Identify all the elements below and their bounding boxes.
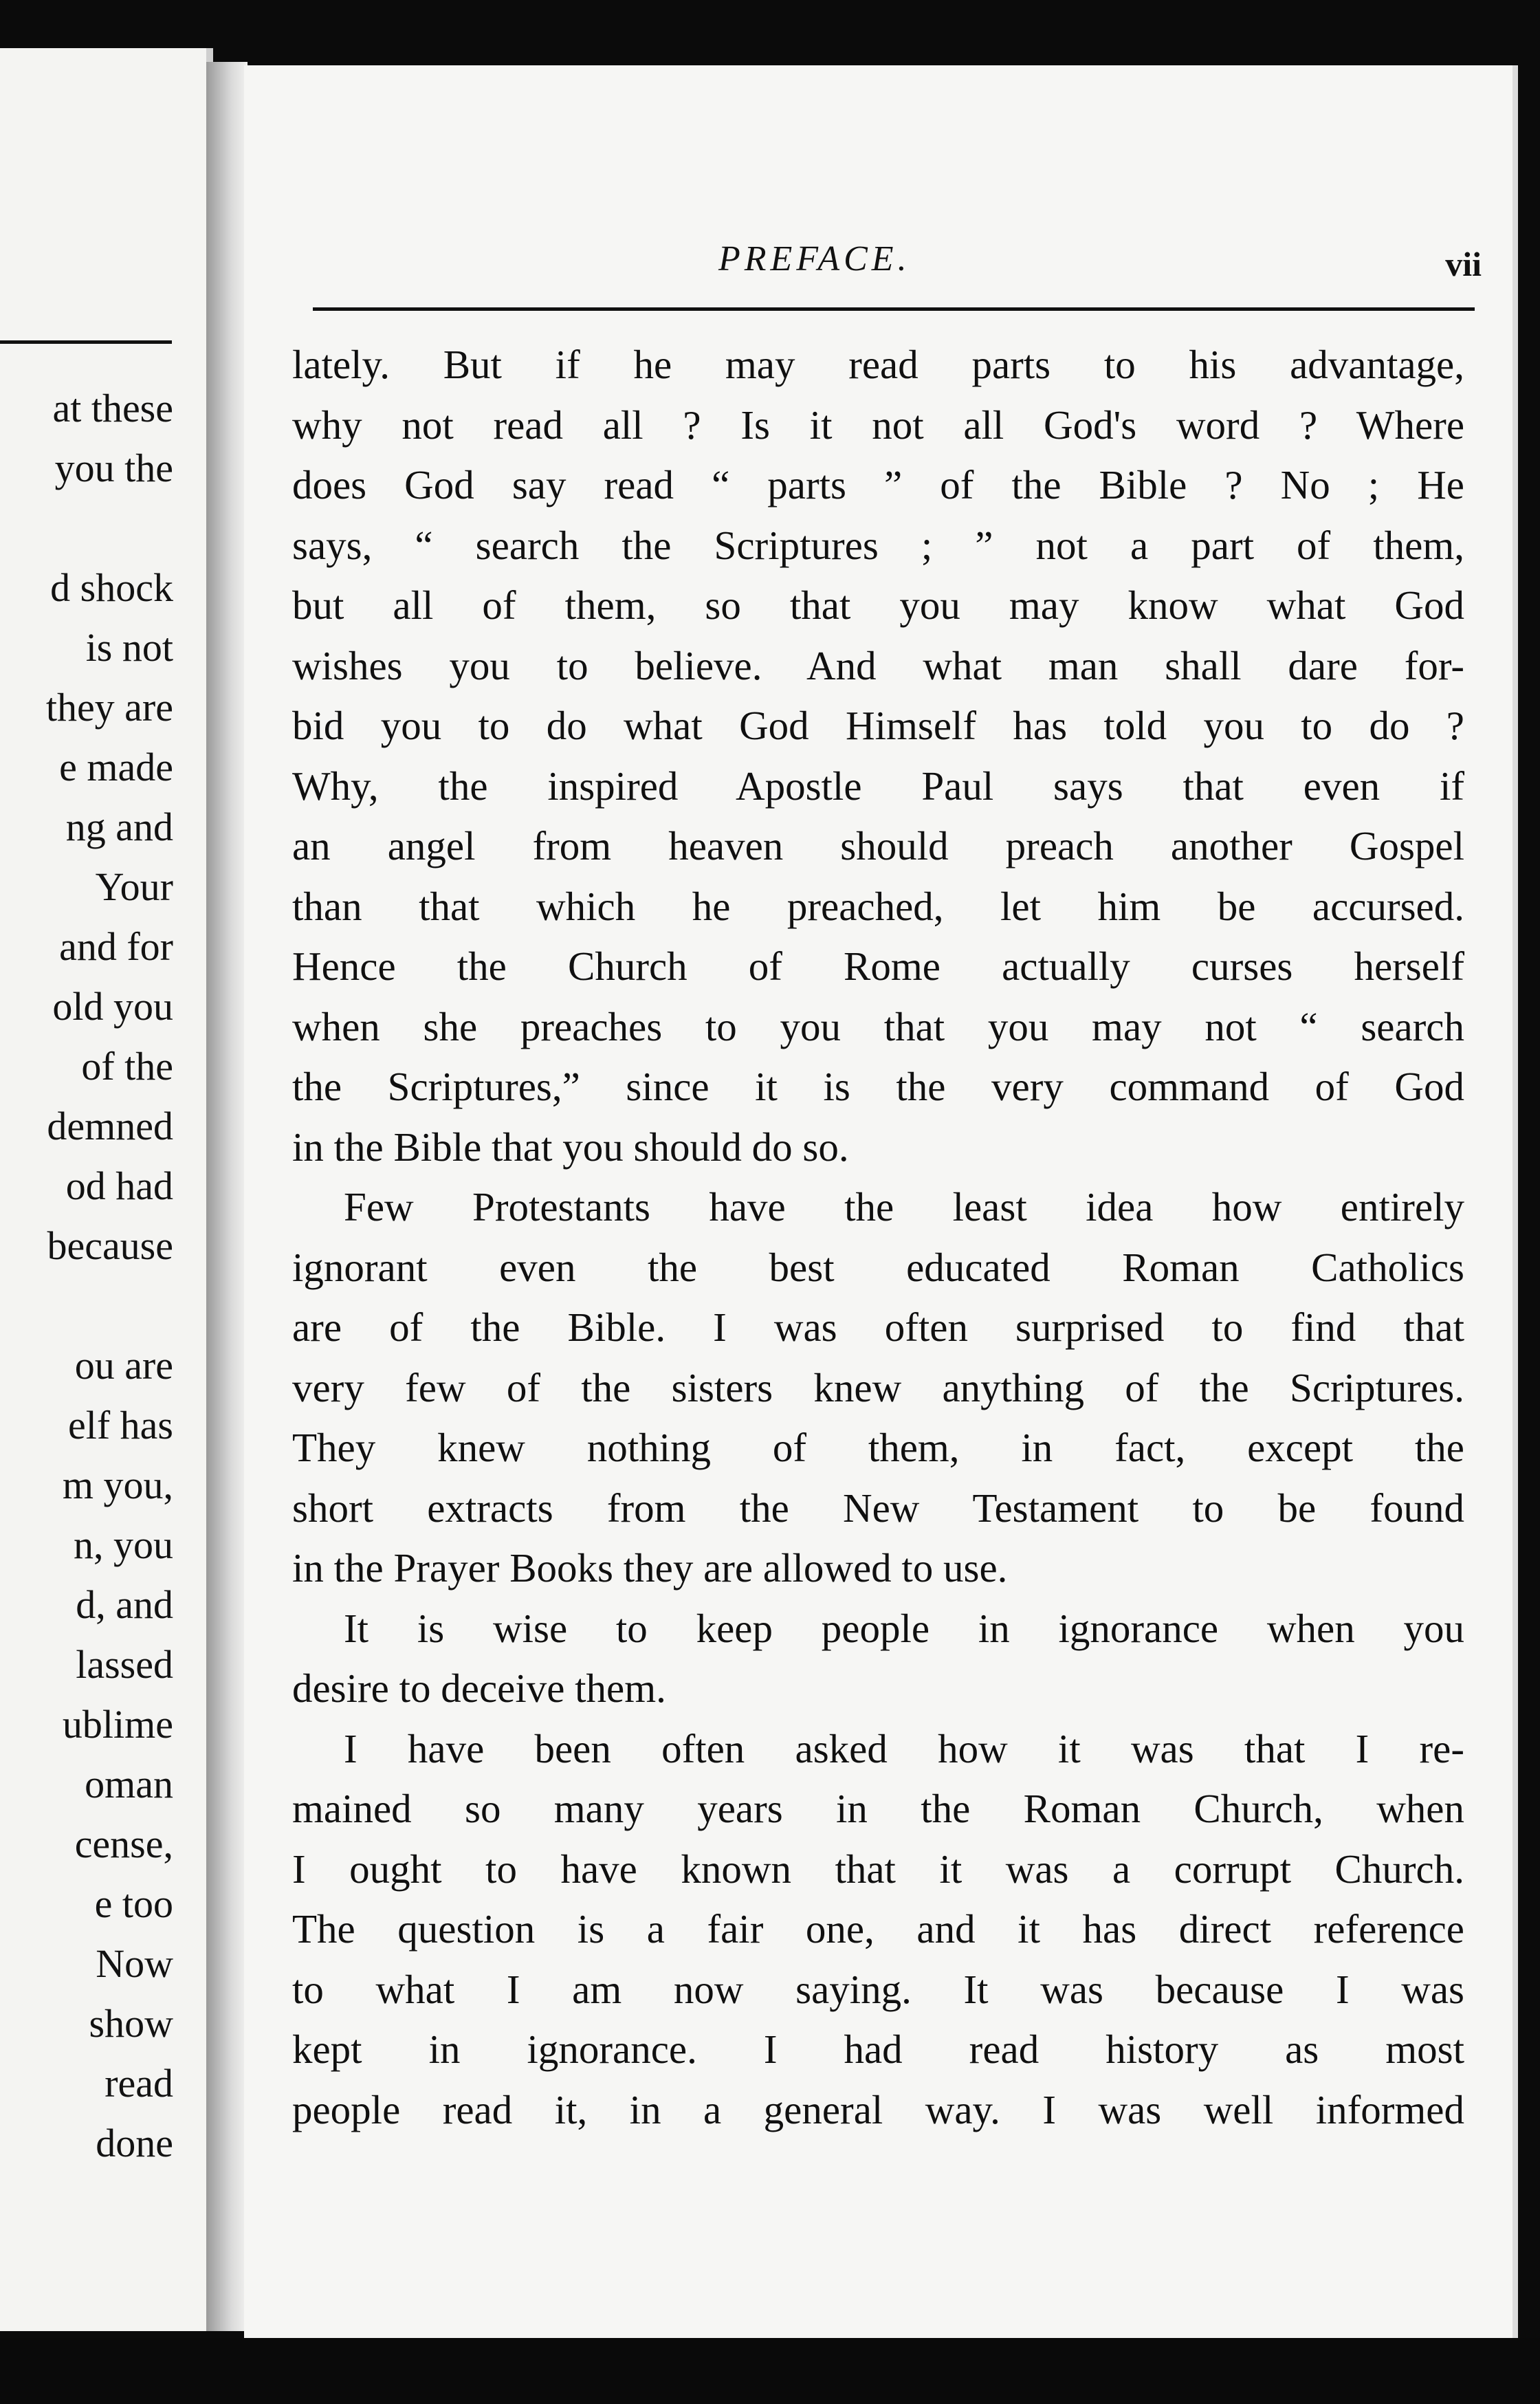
previous-page-line	[0, 498, 173, 558]
previous-page-text	[0, 378, 173, 2173]
previous-page-line: you the	[54, 446, 173, 490]
previous-page-line: e too	[94, 1881, 173, 1926]
previous-page-rule	[0, 340, 172, 344]
text-line: in the Bible that you should do so.	[292, 1124, 849, 1170]
text-line: desire to deceive them.	[292, 1665, 666, 1711]
previous-page-line: show	[89, 2001, 173, 2046]
text-line: very few of the sisters knew anything of the Scriptures.	[292, 1364, 1464, 1410]
previous-page-line: is not	[85, 625, 173, 670]
previous-page-line: and for	[59, 924, 173, 969]
previous-page-line: old you	[52, 984, 173, 1029]
previous-page-line: read	[104, 2061, 173, 2106]
text-line: in the Prayer Books they are allowed to use.	[292, 1545, 1008, 1591]
previous-page-line: ublime	[62, 1702, 173, 1747]
running-head	[244, 239, 1512, 300]
text-line: The question is a fair one, and it has direct reference	[292, 1906, 1464, 1952]
text-line: people read it, in a general way. I was well informed	[292, 2086, 1464, 2132]
previous-page-line: because	[47, 1223, 173, 1268]
previous-page-line: Your	[95, 864, 173, 909]
text-line: to what I am now saying. It was because I was	[292, 1966, 1464, 2012]
previous-page-line: at these	[52, 386, 173, 430]
text-line: Hence the Church of Rome actually curses herself	[292, 943, 1464, 989]
text-line: mained so many years in the Roman Church, when	[292, 1786, 1464, 1831]
text-line: but all of them, so that you may know what God	[292, 582, 1464, 628]
text-line: are of the Bible. I was often surprised to find that	[292, 1304, 1464, 1350]
previous-page-line: d, and	[76, 1582, 173, 1627]
previous-page	[0, 48, 213, 2331]
previous-page-line	[0, 1276, 173, 1335]
scan-border	[0, 2338, 1540, 2404]
previous-page-line: m you,	[62, 1463, 173, 1507]
text-line: lately. But if he may read parts to his advantage,	[292, 342, 1464, 387]
previous-page-line: done	[96, 2121, 173, 2165]
text-line: the Scriptures,” since it is the very command of God	[292, 1064, 1464, 1109]
text-line: kept in ignorance. I had read history as most	[292, 2026, 1464, 2072]
book-gutter	[206, 62, 248, 2331]
previous-page-line: ng and	[65, 805, 173, 849]
text-line: It is wise to keep people in ignorance when you	[344, 1605, 1464, 1651]
running-head-title: PREFACE.	[718, 239, 911, 278]
text-line: than that which he preached, let him be accursed.	[292, 883, 1464, 929]
previous-page-line: d shock	[50, 565, 173, 610]
text-line: why not read all ? Is it not all God's word ? Where	[292, 402, 1464, 448]
previous-page-line: n, you	[74, 1522, 173, 1567]
previous-page-line: oman	[85, 1762, 173, 1806]
text-line: I ought to have known that it was a corrupt Church.	[292, 1846, 1464, 1892]
text-line: does God say read “ parts ” of the Bible ? No ; He	[292, 462, 1464, 507]
text-line: says, “ search the Scriptures ; ” not a part of them,	[292, 522, 1464, 568]
text-line: I have been often asked how it was that I re-	[344, 1725, 1464, 1771]
text-line: when she preaches to you that you may not “ search	[292, 1003, 1464, 1049]
previous-page-line: ou are	[74, 1343, 173, 1388]
book-page	[244, 65, 1518, 2341]
text-line: wishes you to believe. And what man shall dare for-	[292, 642, 1464, 688]
text-line: ignorant even the best educated Roman Catholics	[292, 1244, 1464, 1290]
previous-page-line: lassed	[76, 1642, 173, 1687]
previous-page-line: of the	[81, 1044, 173, 1089]
previous-page-line: Now	[96, 1941, 173, 1986]
previous-page-line: od had	[65, 1163, 173, 1208]
body-text	[292, 335, 1464, 2140]
header-rule	[313, 307, 1475, 311]
previous-page-line: demned	[47, 1104, 173, 1148]
page-number: vii	[1445, 245, 1482, 283]
previous-page-line: they are	[45, 685, 173, 730]
text-line: short extracts from the New Testament to be found	[292, 1485, 1464, 1531]
text-line: Few Protestants have the least idea how entirely	[344, 1184, 1464, 1230]
text-line: Why, the inspired Apostle Paul says that even if	[292, 763, 1464, 809]
text-line: bid you to do what God Himself has told you to do ?	[292, 703, 1464, 748]
text-line: They knew nothing of them, in fact, except the	[292, 1425, 1464, 1470]
previous-page-line: cense,	[74, 1822, 173, 1866]
previous-page-line: elf has	[68, 1403, 173, 1447]
previous-page-line: e made	[59, 745, 173, 789]
text-line: an angel from heaven should preach another Gospel	[292, 823, 1464, 868]
